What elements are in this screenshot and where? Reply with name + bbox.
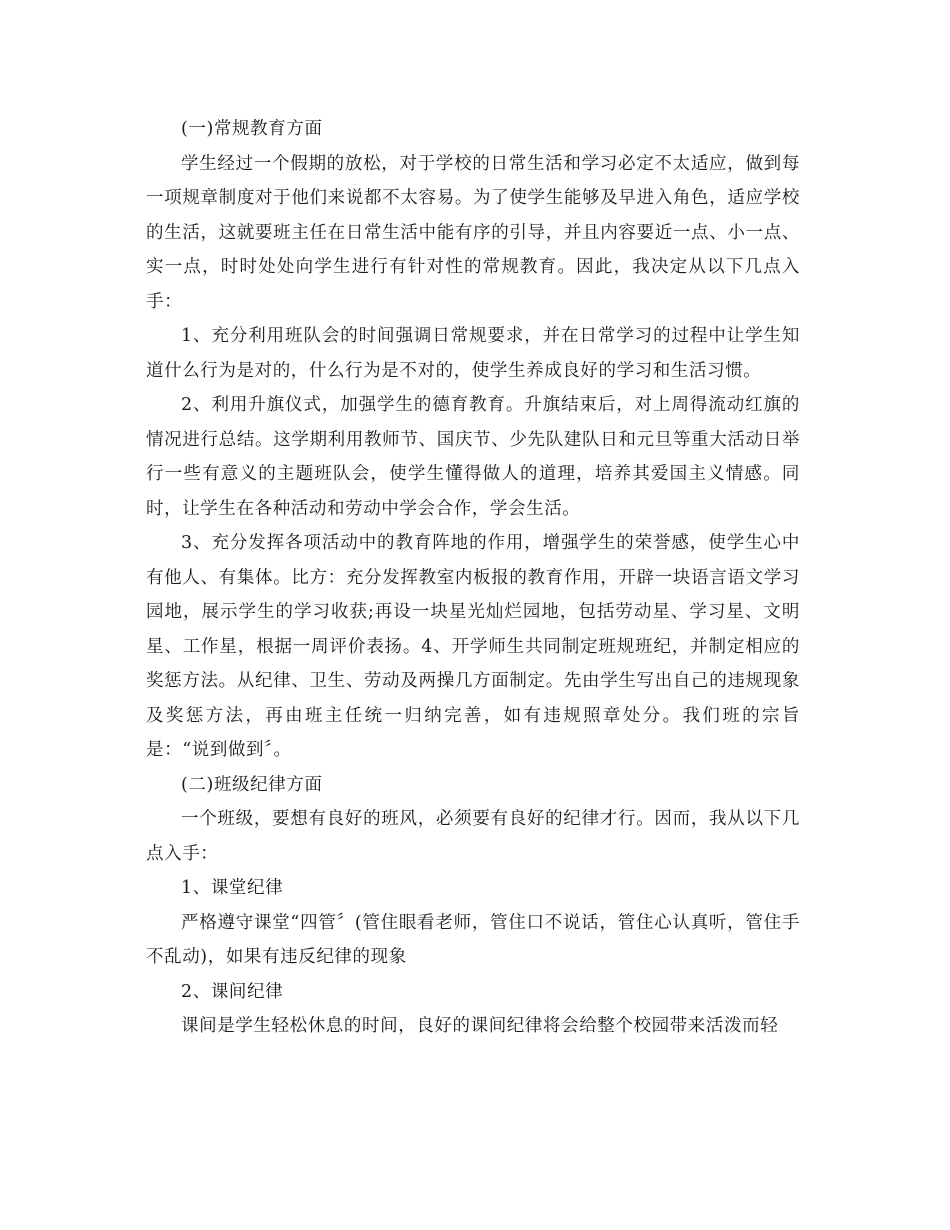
paragraph-discipline-intro: 一个班级，要想有良好的班风，必须要有良好的纪律才行。因而，我从以下几点入手：	[146, 809, 800, 864]
paragraph-item-1: 1、充分利用班队会的时间强调日常规要求，并在日常学习的过程中让学生知道什么行为是对的，什么行为是不对的，使学生养成良好的学习和生活习惯。	[146, 326, 800, 381]
paragraph-break-discipline: 课间是学生轻松休息的时间，良好的课间纪律将会给整个校园带来活泼而轻	[181, 1016, 779, 1036]
section-heading-class-discipline: (二)班级纪律方面	[181, 774, 323, 795]
paragraph-classroom-discipline: 严格遵守课堂“四管〞(管住眼看老师，管住口不说话，管住心认真听，管住手不乱动)，如果有违反纪律的现象	[146, 912, 800, 967]
paragraph-item-2: 2、利用升旗仪式，加强学生的德育教育。升旗结束后，对上周得流动红旗的情况进行总结。这学期利用教师节、国庆节、少先队建队日和元旦等重大活动日举行一些有意义的主题班队会，使学生懂得做人的道理，培养其爱国主义情感。同时，让学生在各种活动和劳动中学会合作，学会生活。	[146, 395, 800, 519]
paragraph-intro: 学生经过一个假期的放松，对于学校的日常生活和学习必定不太适应，做到每一项规章制度对于他们来说都不太容易。为了使学生能够及早进入角色，适应学校的生活，这就要班主任在日常生活中能有序的引导，并且内容要近一点、小一点、实一点，时时处处向学生进行有针对性的常规教育。因此，我决定从以下几点入手：	[146, 153, 800, 312]
paragraph-item-3: 3、充分发挥各项活动中的教育阵地的作用，增强学生的荣誉感，使学生心中有他人、有集体。比方：充分发挥教室内板报的教育作用，开辟一块语言语文学习园地，展示学生的学习收获;再设一块星光灿烂园地，包括劳动星、学习星、文明星、工作星，根据一周评价表扬。4、开学师生共同制定班规班纪，并制定相应的奖惩方法。从纪律、卫生、劳动及两操几方面制定。先由学生写出自己的违规现象及奖惩方法，再由班主任统一归纳完善，如有违规照章处分。我们班的宗旨是：“说到做到〞。	[146, 533, 800, 760]
document-body	[146, 112, 800, 1044]
subheading-classroom-discipline: 1、课堂纪律	[181, 878, 284, 898]
subheading-break-discipline: 2、课间纪律	[181, 981, 284, 1002]
section-heading-routine-education: (一)常规教育方面	[181, 119, 323, 139]
